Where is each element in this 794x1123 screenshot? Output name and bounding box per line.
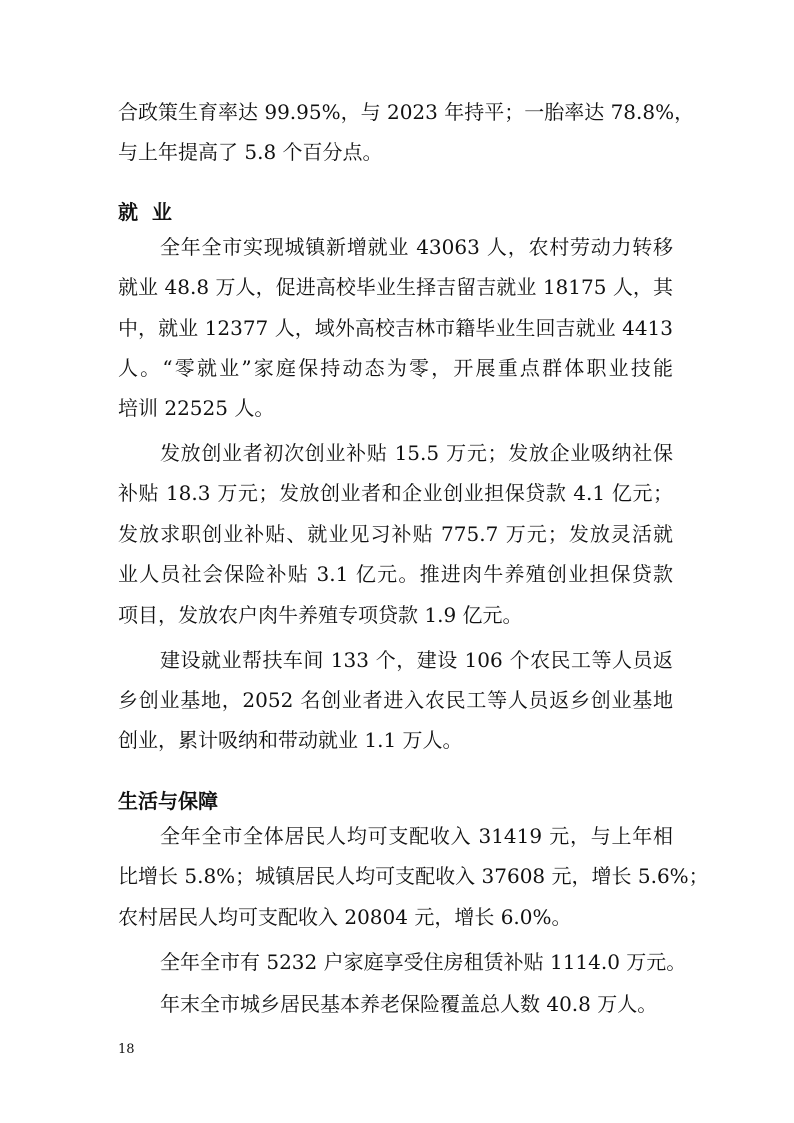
livelihood-p3-line-1: 年末全市城乡居民基本养老保险覆盖总人数 40.8 万人。 bbox=[160, 992, 658, 1016]
employment-p2-line-2: 补贴 18.3 万元；发放创业者和企业创业担保贷款 4.1 亿元； bbox=[118, 481, 673, 505]
employment-p2-line-1: 发放创业者初次创业补贴 15.5 万元；发放企业吸纳社保 bbox=[160, 441, 673, 465]
intro-line-1: 合政策生育率达 99.95%，与 2023 年持平；一胎率达 78.8%， bbox=[118, 100, 695, 124]
employment-p1-line-5: 培训 22525 人。 bbox=[118, 396, 275, 420]
livelihood-p1-line-3: 农村居民人均可支配收入 20804 元，增长 6.0%。 bbox=[118, 905, 572, 929]
intro-line-2: 与上年提高了 5.8 个百分点。 bbox=[118, 140, 383, 164]
employment-p1-line-3: 中，就业 12377 人，域外高校吉林市籍毕业生回吉就业 4413 bbox=[118, 316, 673, 340]
livelihood-p2-line-1: 全年全市有 5232 户家庭享受住房租赁补贴 1114.0 万元。 bbox=[160, 950, 687, 974]
employment-p2-line-3: 发放求职创业补贴、就业见习补贴 775.7 万元；发放灵活就 bbox=[118, 522, 673, 546]
employment-p2-line-4: 业人员社会保险补贴 3.1 亿元。推进肉牛养殖创业担保贷款 bbox=[118, 562, 673, 586]
employment-p1-line-4: 人。“零就业”家庭保持动态为零，开展重点群体职业技能 bbox=[118, 356, 673, 380]
employment-p1-line-1: 全年全市实现城镇新增就业 43063 人，农村劳动力转移 bbox=[160, 235, 673, 259]
employment-p3-line-1: 建设就业帮扶车间 133 个，建设 106 个农民工等人员返 bbox=[160, 648, 673, 672]
livelihood-p1-line-1: 全年全市全体居民人均可支配收入 31419 元，与上年相 bbox=[160, 824, 673, 848]
employment-p1-line-2: 就业 48.8 万人，促进高校毕业生择吉留吉就业 18175 人，其 bbox=[118, 275, 673, 299]
section-heading-employment: 就 业 bbox=[118, 200, 172, 224]
employment-p3-line-3: 创业，累计吸纳和带动就业 1.1 万人。 bbox=[118, 728, 463, 752]
employment-p2-line-5: 项目，发放农户肉牛养殖专项贷款 1.9 亿元。 bbox=[118, 603, 523, 627]
section-heading-livelihood: 生活与保障 bbox=[118, 789, 218, 813]
livelihood-p1-line-2: 比增长 5.8%；城镇居民人均可支配收入 37608 元，增长 5.6%； bbox=[118, 864, 709, 888]
page-number: 18 bbox=[118, 1042, 135, 1057]
employment-p3-line-2: 乡创业基地，2052 名创业者进入农民工等人员返乡创业基地 bbox=[118, 688, 673, 712]
